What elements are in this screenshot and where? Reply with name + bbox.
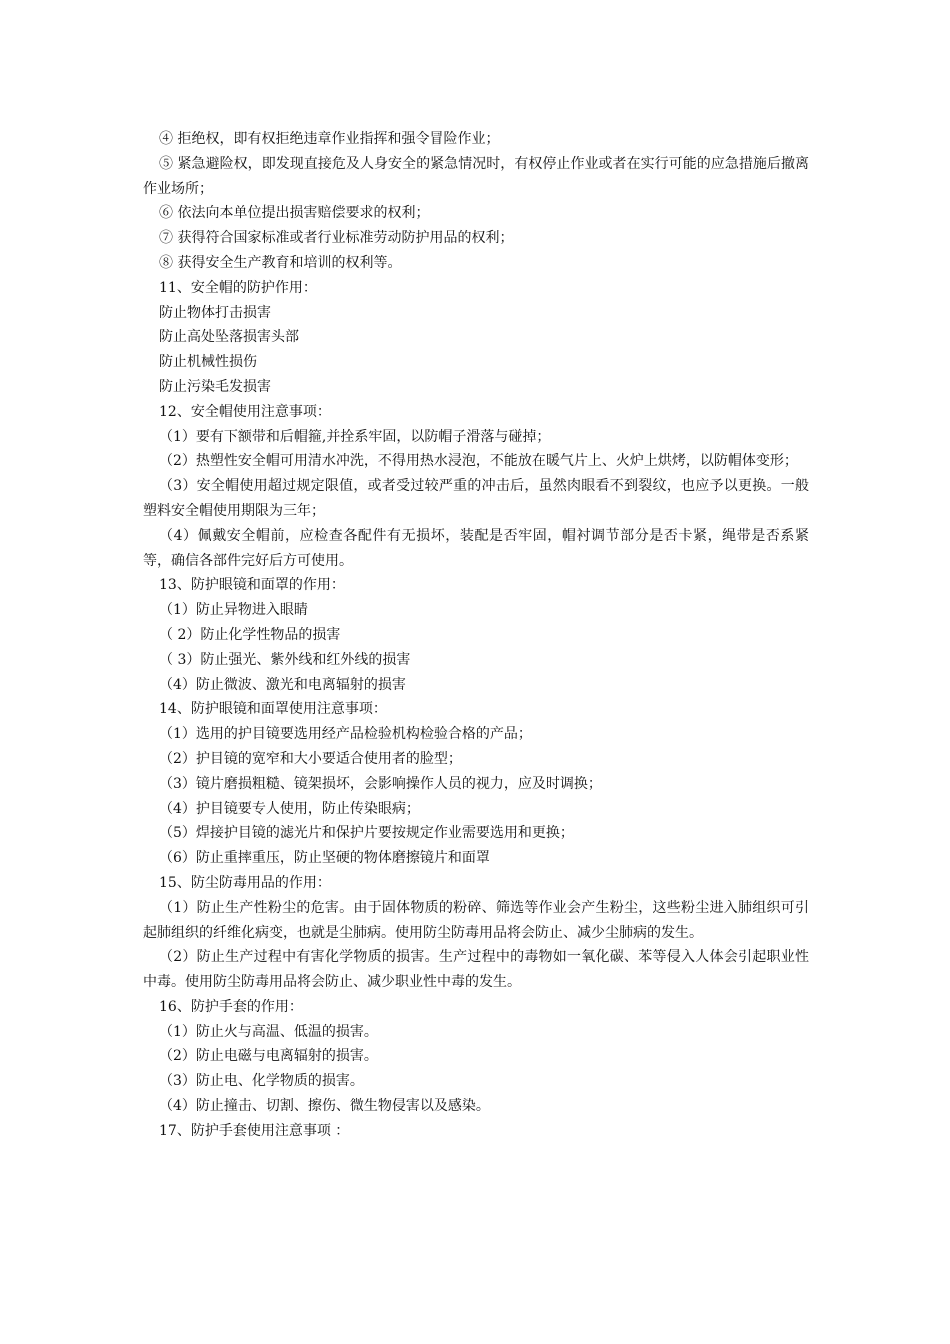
paragraph: （2）防止生产过程中有害化学物质的损害。生产过程中的毒物如一氧化碳、苯等侵入人体会引起职业性中毒。使用防尘防毒用品将会防止、减少职业性中毒的发生。 [143,949,809,991]
paragraph: （1）防止生产性粉尘的危害。由于固体物质的粉碎、筛选等作业会产生粉尘，这些粉尘进入肺组织可引起肺组织的纤维化病变，也就是尘肺病。使用防尘防毒用品将会防止、减少尘肺病的发生。 [143,899,809,941]
text-line: （ 2）防止化学性物品的损害 [159,626,341,643]
paragraph: （2）热塑性安全帽可用清水冲洗，不得用热水浸泡，不能放在暖气片上、火炉上烘烤，以防帽体变形； [159,453,798,470]
text-line: ⑦ 获得符合国家标准或者行业标准劳动防护用品的权利； [159,230,514,247]
text-line: 防止机械性损伤 [159,354,257,371]
text-line: ⑥ 依法向本单位提出损害赔偿要求的权利； [159,205,430,222]
paragraph: ⑤ 紧急避险权，即发现直接危及人身安全的紧急情况时，有权停止作业或者在实行可能的应急措施后撤离作业场所； [143,155,809,197]
document-body [143,127,809,1144]
text-line: （4）防止撞击、切割、擦伤、微生物侵害以及感染。 [159,1098,490,1115]
text-line: （5）焊接护目镜的滤光片和保护片要按规定作业需要选用和更换； [159,825,574,842]
text-line: 11、安全帽的防护作用： [159,279,317,296]
text-line: 防止物体打击损害 [159,304,271,321]
text-line: 16、防护手套的作用： [159,998,303,1015]
text-line: （3）镜片磨损粗糙、镜架损坏，会影响操作人员的视力，应及时调换； [159,775,602,792]
text-line: （6）防止重摔重压，防止坚硬的物体磨擦镜片和面罩 [159,850,490,867]
text-line: （1）防止异物进入眼睛 [159,602,308,619]
text-line: ④ 拒绝权，即有权拒绝违章作业指挥和强令冒险作业； [159,131,500,147]
paragraph: （4）佩戴安全帽前，应检查各配件有无损坏，装配是否牢固，帽衬调节部分是否卡紧，绳带是否系紧等，确信各部件完好后方可使用。 [143,527,809,569]
text-line: （1）选用的护目镜要选用经产品检验机构检验合格的产品； [159,726,532,743]
text-line: ⑧ 获得安全生产教育和培训的权利等。 [159,254,402,271]
text-line: （2）护目镜的宽窄和大小要适合使用者的脸型； [159,750,462,767]
text-line: 防止高处坠落损害头部 [159,329,299,346]
text-line: 15、防尘防毒用品的作用： [159,874,331,891]
text-line: （4）护目镜要专人使用，防止传染眼病； [159,800,420,817]
text-line: 17、防护手套使用注意事项 ： [159,1122,350,1139]
text-line: （4）防止微波、激光和电离辐射的损害 [159,676,406,693]
text-line: （1）防止火与高温、低温的损害。 [159,1023,378,1040]
text-line: 13、防护眼镜和面罩的作用： [159,577,345,594]
paragraph: （3）安全帽使用超过规定限值，或者受过较严重的冲击后，虽然肉眼看不到裂纹，也应予以更换。一般塑料安全帽使用期限为三年； [143,478,809,519]
text-line: 14、防护眼镜和面罩使用注意事项： [159,701,387,718]
text-line: （3）防止电、化学物质的损害。 [159,1073,364,1090]
text-line: 12、安全帽使用注意事项： [159,403,331,420]
text-line: （1）要有下额带和后帽箍,并拴系牢固，以防帽子滑落与碰掉； [159,428,551,445]
text-line: 防止污染毛发损害 [159,378,271,395]
text-line: （ 3）防止强光、紫外线和红外线的损害 [159,651,411,668]
text-line: （2）防止电磁与电离辐射的损害。 [159,1048,378,1065]
